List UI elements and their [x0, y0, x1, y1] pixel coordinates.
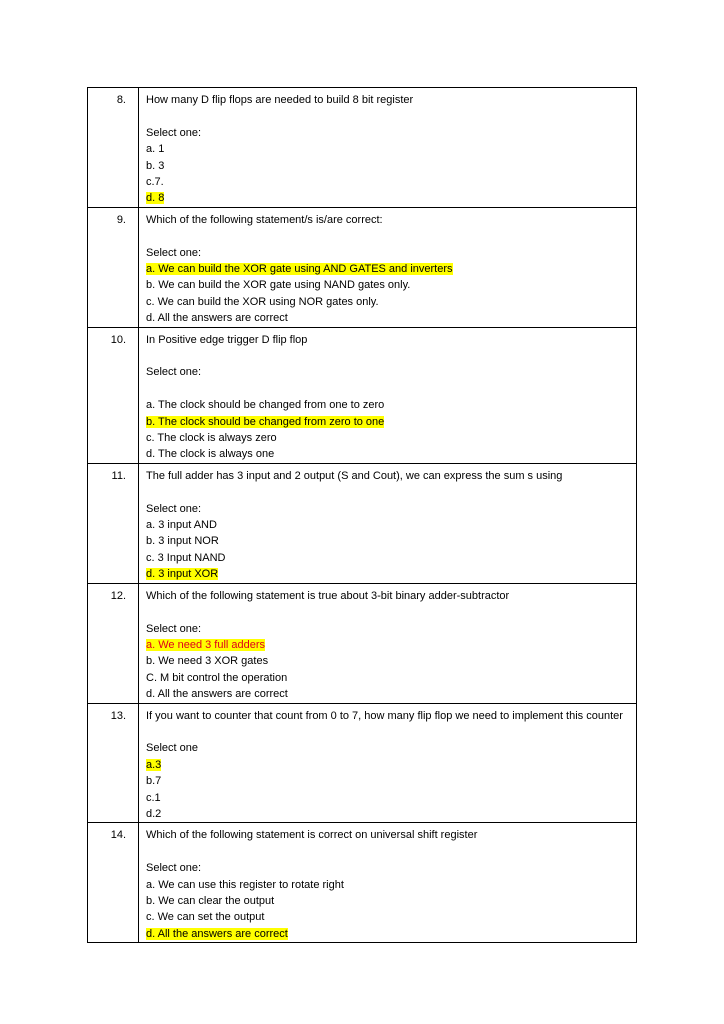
answer-option — [146, 637, 630, 653]
answer-option — [146, 550, 630, 566]
question-row — [88, 583, 637, 703]
answer-option — [146, 686, 630, 702]
option-text: a. We can use this register to rotate right — [146, 878, 344, 891]
select-prompt: Select one: — [146, 502, 202, 515]
select-prompt: Select one: — [146, 126, 202, 139]
answer-option — [146, 909, 630, 925]
spacer — [146, 724, 630, 740]
option-text: d. The clock is always one — [146, 448, 275, 461]
question-cell — [139, 583, 637, 703]
quiz-table — [87, 87, 637, 943]
question-cell — [139, 207, 637, 327]
question-row — [88, 463, 637, 583]
answer-option — [146, 517, 630, 533]
answer-option — [146, 877, 630, 893]
question-text: If you want to counter that count from 0 to 7, how many flip flop we need to implement this counter — [146, 709, 623, 722]
question-row — [88, 823, 637, 943]
select-prompt: Select one: — [146, 246, 202, 259]
question-row — [88, 88, 637, 208]
question-cell — [139, 463, 637, 583]
question-cell — [139, 823, 637, 943]
spacer — [146, 604, 630, 620]
answer-option — [146, 310, 630, 326]
answer-option — [146, 773, 630, 789]
question-text: The full adder has 3 input and 2 output (S and Cout), we can express the sum s using — [146, 469, 563, 482]
quiz-table-body — [88, 88, 637, 943]
question-text: In Positive edge trigger D flip flop — [146, 333, 308, 346]
spacer — [146, 844, 630, 860]
highlighted-answer: b. The clock should be changed from zero to one — [146, 415, 385, 428]
answer-option — [146, 757, 630, 773]
option-text: c. The clock is always zero — [146, 432, 277, 445]
answer-option — [146, 566, 630, 582]
question-text: How many D flip flops are needed to build 8 bit register — [146, 94, 414, 106]
answer-option — [146, 790, 630, 806]
answer-option — [146, 158, 630, 174]
option-text: c.7. — [146, 176, 164, 189]
highlighted-answer: a. We need 3 full adders — [146, 638, 266, 651]
question-number: 11. — [88, 463, 139, 583]
question-text: Which of the following statement is true about 3-bit binary adder-subtractor — [146, 589, 510, 602]
question-row — [88, 327, 637, 463]
question-number: 9. — [88, 207, 139, 327]
question-cell — [139, 703, 637, 823]
question-row — [88, 207, 637, 327]
option-text: b. We can clear the output — [146, 894, 275, 907]
spacer — [146, 484, 630, 500]
option-text: b. 3 — [146, 159, 165, 172]
select-prompt: Select one: — [146, 366, 202, 379]
answer-option — [146, 446, 630, 462]
answer-option — [146, 670, 630, 686]
question-text: Which of the following statement is correct on universal shift register — [146, 829, 478, 842]
question-cell — [139, 88, 637, 208]
highlighted-answer: d. All the answers are correct — [146, 927, 288, 940]
question-number: 12. — [88, 583, 139, 703]
option-text: d. All the answers are correct — [146, 688, 288, 701]
highlighted-answer: d. 3 input XOR — [146, 568, 219, 581]
question-row — [88, 703, 637, 823]
spacer — [146, 228, 630, 244]
highlighted-answer: a.3 — [146, 758, 162, 771]
answer-option — [146, 926, 630, 942]
option-text: a. 1 — [146, 143, 165, 156]
select-prompt: Select one: — [146, 622, 202, 635]
answer-option — [146, 893, 630, 909]
option-text: b. We can build the XOR gate using NAND gates only. — [146, 279, 411, 292]
select-prompt: Select one — [146, 742, 198, 755]
question-text: Which of the following statement/s is/are correct: — [146, 213, 383, 226]
option-text: C. M bit control the operation — [146, 671, 288, 684]
option-text: b.7 — [146, 775, 162, 788]
answer-option — [146, 141, 630, 157]
option-text: b. 3 input NOR — [146, 535, 219, 548]
option-text: a. The clock should be changed from one to zero — [146, 399, 385, 412]
answer-option — [146, 806, 630, 822]
option-text: c.1 — [146, 791, 161, 804]
option-text: c. We can build the XOR using NOR gates only. — [146, 295, 379, 308]
highlighted-answer: a. We can build the XOR gate using AND GATES and inverters — [146, 263, 453, 276]
option-text: c. We can set the output — [146, 911, 265, 924]
question-number: 14. — [88, 823, 139, 943]
answer-option — [146, 294, 630, 310]
spacer — [146, 381, 630, 397]
spacer — [146, 348, 630, 364]
option-text: d. All the answers are correct — [146, 312, 288, 325]
option-text: c. 3 Input NAND — [146, 551, 226, 564]
answer-option — [146, 414, 630, 430]
question-number: 8. — [88, 88, 139, 208]
highlighted-answer: d. 8 — [146, 192, 165, 205]
answer-option — [146, 277, 630, 293]
option-text: a. 3 input AND — [146, 519, 217, 532]
answer-option — [146, 397, 630, 413]
answer-option — [146, 190, 630, 206]
question-cell — [139, 327, 637, 463]
answer-option — [146, 533, 630, 549]
answer-option — [146, 261, 630, 277]
select-prompt: Select one: — [146, 862, 202, 875]
question-number: 10. — [88, 327, 139, 463]
answer-option — [146, 430, 630, 446]
answer-option — [146, 653, 630, 669]
option-text: b. We need 3 XOR gates — [146, 655, 269, 668]
answer-option — [146, 174, 630, 190]
spacer — [146, 108, 630, 124]
question-number: 13. — [88, 703, 139, 823]
option-text: d.2 — [146, 807, 162, 820]
